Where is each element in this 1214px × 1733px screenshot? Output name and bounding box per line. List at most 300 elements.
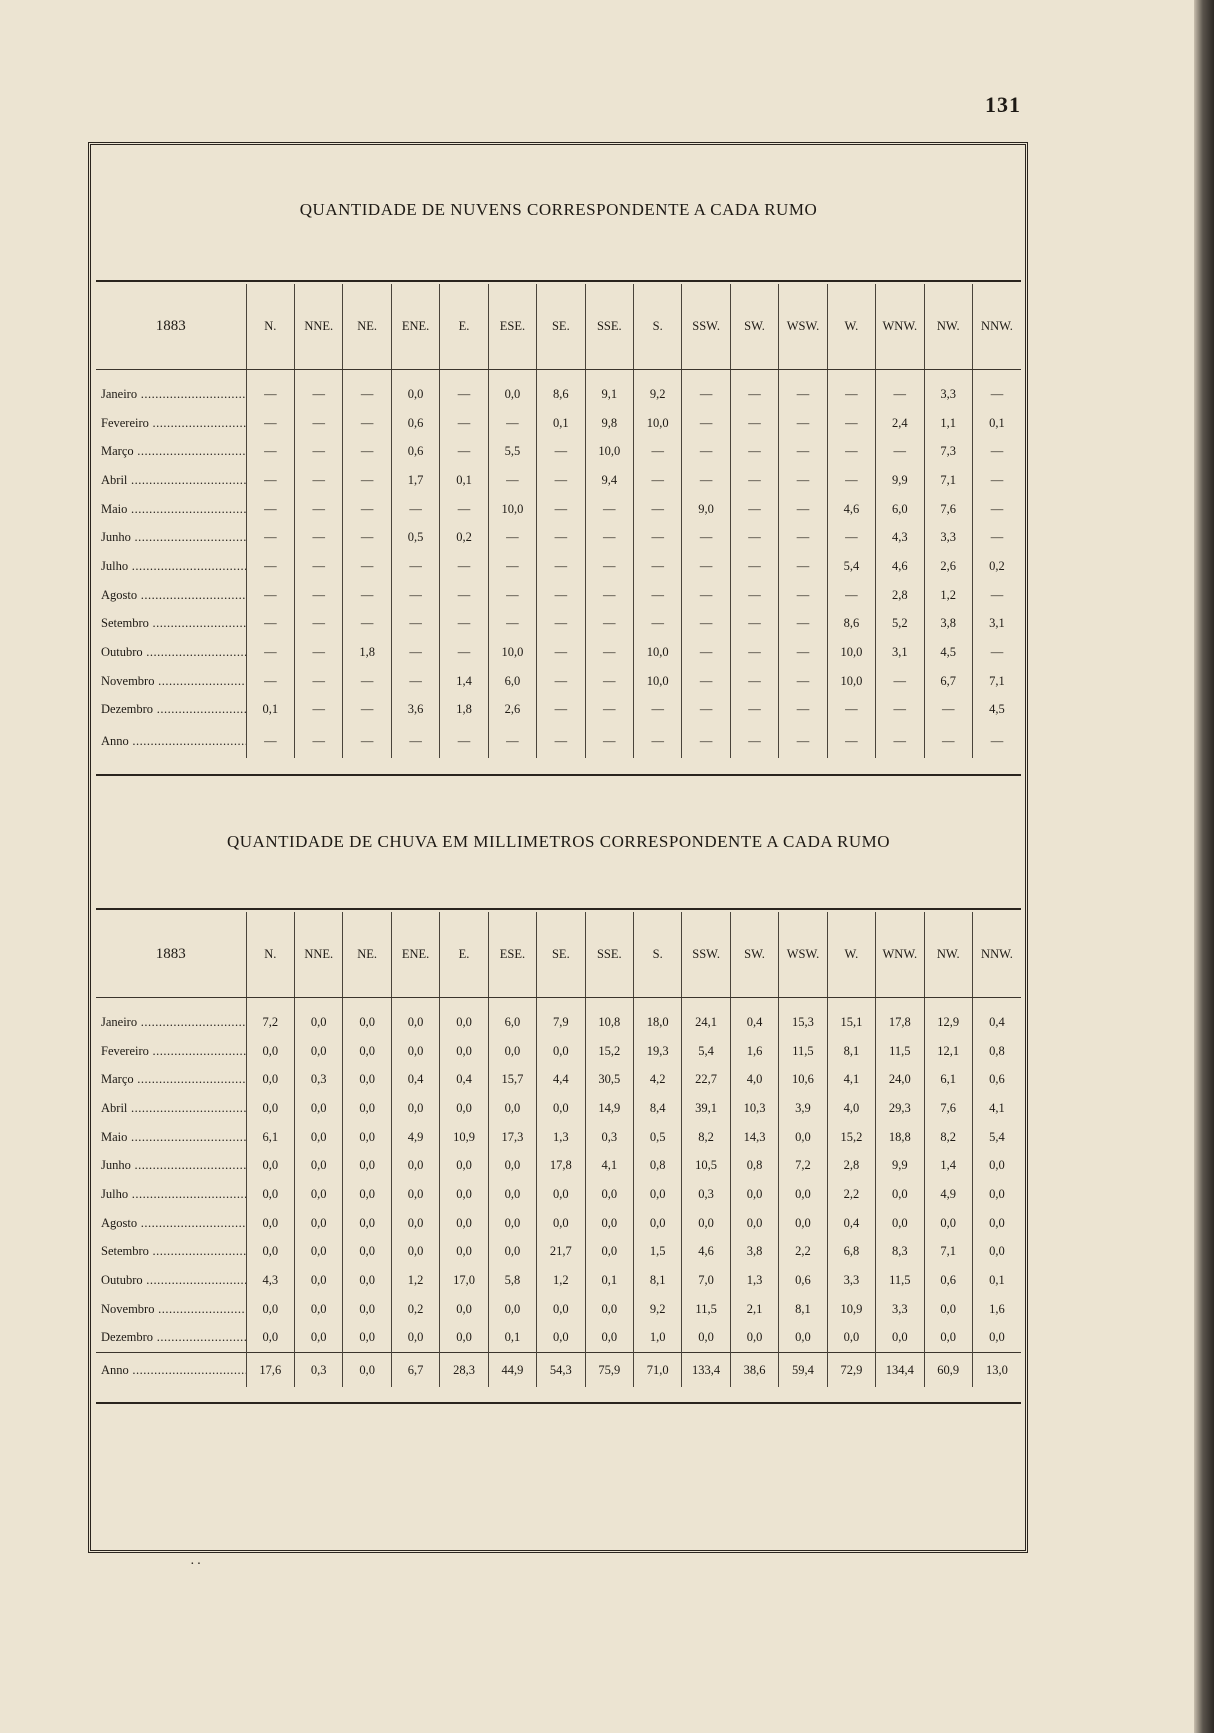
table-cell: — xyxy=(343,466,391,495)
table-cell: 59,4 xyxy=(779,1353,827,1388)
stray-marks: ·· xyxy=(190,1557,204,1572)
column-header: NE. xyxy=(343,912,391,998)
table-cell: — xyxy=(972,724,1021,758)
table-cell: — xyxy=(779,696,827,725)
table-cell: — xyxy=(246,667,294,696)
table-cell: — xyxy=(537,667,585,696)
table-cell: 0,1 xyxy=(972,1266,1021,1295)
table-cell: 15,7 xyxy=(488,1065,536,1094)
column-header: SSE. xyxy=(585,912,633,998)
table-cell: 15,3 xyxy=(779,1008,827,1037)
table-cell: — xyxy=(633,581,681,610)
table-cell: 0,0 xyxy=(391,1180,439,1209)
table-cell: 0,6 xyxy=(972,1065,1021,1094)
table-cell: 0,3 xyxy=(682,1180,730,1209)
table-cell: 4,1 xyxy=(972,1094,1021,1123)
table-cell: 4,1 xyxy=(585,1151,633,1180)
page-edge-shadow xyxy=(1194,0,1214,1733)
table-cell: 75,9 xyxy=(585,1353,633,1388)
table-cell: — xyxy=(488,466,536,495)
table-cell: 7,1 xyxy=(972,667,1021,696)
table-cell: 71,0 xyxy=(633,1353,681,1388)
table-cell: — xyxy=(440,380,488,409)
table-cell: — xyxy=(295,724,343,758)
month-label: Janeiro ..... xyxy=(96,380,246,409)
table-cell: 9,2 xyxy=(633,380,681,409)
table-cell: — xyxy=(633,610,681,639)
table-cell: 10,9 xyxy=(440,1123,488,1152)
column-header: E. xyxy=(440,284,488,370)
month-label: Janeiro ..... xyxy=(96,1008,246,1037)
table-cell: 17,0 xyxy=(440,1266,488,1295)
page-number: 131 xyxy=(985,92,1021,117)
column-header: S. xyxy=(633,284,681,370)
table-cell: 0,0 xyxy=(391,380,439,409)
table-cell: 0,0 xyxy=(391,1324,439,1353)
table-cell: 2,8 xyxy=(876,581,924,610)
table-cell: — xyxy=(730,409,778,438)
table-cell: 0,0 xyxy=(585,1324,633,1353)
table-cell: 28,3 xyxy=(440,1353,488,1388)
table-cell: 4,0 xyxy=(730,1065,778,1094)
table-cell: — xyxy=(876,437,924,466)
table-cell: — xyxy=(682,409,730,438)
table-cell: — xyxy=(295,638,343,667)
table-cell: 1,6 xyxy=(972,1295,1021,1324)
table-cell: 7,9 xyxy=(537,1008,585,1037)
table-cell: — xyxy=(440,724,488,758)
table-cell: 0,0 xyxy=(343,1353,391,1388)
month-label: Outubro ..... xyxy=(96,1266,246,1295)
table-cell: 2,6 xyxy=(924,552,972,581)
table-cell: 4,2 xyxy=(633,1065,681,1094)
rain-year-header: 1883 xyxy=(96,912,246,998)
table-cell: — xyxy=(343,380,391,409)
table-cell: 9,0 xyxy=(682,495,730,524)
table-cell: — xyxy=(246,552,294,581)
table-cell: 1,2 xyxy=(537,1266,585,1295)
table-row xyxy=(96,581,1021,610)
month-label: Abril ..... xyxy=(96,1094,246,1123)
table-cell: 0,0 xyxy=(779,1209,827,1238)
table-cell: 0,3 xyxy=(295,1065,343,1094)
table-cell: — xyxy=(295,409,343,438)
table-cell: 0,8 xyxy=(730,1151,778,1180)
table-cell: — xyxy=(585,552,633,581)
table-cell: — xyxy=(972,495,1021,524)
table-cell: 0,0 xyxy=(343,1037,391,1066)
table-cell: 0,0 xyxy=(343,1065,391,1094)
table-row xyxy=(96,437,1021,466)
table-cell: 0,0 xyxy=(391,1209,439,1238)
table-cell: 0,0 xyxy=(488,380,536,409)
table-cell: 0,4 xyxy=(972,1008,1021,1037)
table-cell: 0,4 xyxy=(730,1008,778,1037)
table-cell: — xyxy=(585,523,633,552)
table-cell: 0,0 xyxy=(537,1037,585,1066)
table-cell: — xyxy=(585,696,633,725)
table-cell: 3,8 xyxy=(730,1238,778,1267)
table-cell: — xyxy=(827,581,875,610)
column-header: ENE. xyxy=(391,284,439,370)
table-cell: 9,9 xyxy=(876,1151,924,1180)
table-cell: 5,4 xyxy=(972,1123,1021,1152)
table-cell: 60,9 xyxy=(924,1353,972,1388)
month-label: Março ..... xyxy=(96,437,246,466)
table-cell: — xyxy=(585,495,633,524)
table-cell: 24,0 xyxy=(876,1065,924,1094)
table-cell: — xyxy=(682,724,730,758)
table-cell: — xyxy=(779,667,827,696)
month-label: Junho ..... xyxy=(96,1151,246,1180)
column-header: SSE. xyxy=(585,284,633,370)
table-cell: 11,5 xyxy=(682,1295,730,1324)
table-cell: 0,0 xyxy=(682,1324,730,1353)
table-cell: 6,0 xyxy=(876,495,924,524)
month-label: Julho ..... xyxy=(96,552,246,581)
table-cell: — xyxy=(730,466,778,495)
table-cell: — xyxy=(730,581,778,610)
table-cell: 0,0 xyxy=(295,1123,343,1152)
month-label: Anno ..... xyxy=(96,724,246,758)
rain-header-row xyxy=(96,912,1021,998)
table-cell: — xyxy=(779,638,827,667)
table-cell: 8,1 xyxy=(827,1037,875,1066)
table-cell: 1,4 xyxy=(924,1151,972,1180)
table-cell: 0,0 xyxy=(246,1238,294,1267)
table-cell: — xyxy=(585,724,633,758)
table-cell: 4,6 xyxy=(876,552,924,581)
table-cell: 0,0 xyxy=(295,1324,343,1353)
table-cell: — xyxy=(440,437,488,466)
month-label: Dezembro ..... xyxy=(96,1324,246,1353)
table-cell: 0,0 xyxy=(730,1180,778,1209)
table-cell: 0,0 xyxy=(295,1008,343,1037)
column-header: NNW. xyxy=(972,912,1021,998)
table-cell: — xyxy=(537,610,585,639)
table-cell: 0,0 xyxy=(876,1324,924,1353)
table-cell: — xyxy=(246,610,294,639)
table-cell: — xyxy=(779,437,827,466)
table-cell: 0,0 xyxy=(585,1295,633,1324)
table-row xyxy=(96,667,1021,696)
table-cell: — xyxy=(343,495,391,524)
table-cell: 0,0 xyxy=(391,1151,439,1180)
table-cell: — xyxy=(343,581,391,610)
table-cell: 0,0 xyxy=(295,1151,343,1180)
table-cell: 1,2 xyxy=(391,1266,439,1295)
table-cell: 3,8 xyxy=(924,610,972,639)
table-cell: 72,9 xyxy=(827,1353,875,1388)
table-cell: 0,0 xyxy=(488,1209,536,1238)
table-cell: — xyxy=(682,638,730,667)
table-cell: 0,0 xyxy=(440,1094,488,1123)
table-cell: — xyxy=(876,724,924,758)
table-cell: 0,0 xyxy=(295,1295,343,1324)
column-header: NW. xyxy=(924,912,972,998)
table-cell: 19,3 xyxy=(633,1037,681,1066)
table-cell: 0,6 xyxy=(924,1266,972,1295)
table-row xyxy=(96,1037,1021,1066)
table-cell: 0,0 xyxy=(440,1180,488,1209)
table-cell: 0,0 xyxy=(295,1266,343,1295)
table-cell: — xyxy=(779,409,827,438)
annual-row xyxy=(96,1353,1021,1388)
table-cell: 7,2 xyxy=(246,1008,294,1037)
table-cell: 4,1 xyxy=(827,1065,875,1094)
table-row xyxy=(96,638,1021,667)
table-cell: — xyxy=(246,437,294,466)
table-cell: 0,1 xyxy=(537,409,585,438)
table-cell: 0,0 xyxy=(440,1209,488,1238)
table-cell: 0,0 xyxy=(440,1238,488,1267)
table-cell: 0,0 xyxy=(779,1123,827,1152)
table-cell: 0,0 xyxy=(246,1037,294,1066)
table-cell: 0,2 xyxy=(440,523,488,552)
table-cell: 0,0 xyxy=(295,1094,343,1123)
table-cell: 0,0 xyxy=(876,1180,924,1209)
table-cell: 8,1 xyxy=(779,1295,827,1324)
table-cell: 3,3 xyxy=(827,1266,875,1295)
table-cell: 10,0 xyxy=(585,437,633,466)
table-row xyxy=(96,495,1021,524)
table-cell: 6,7 xyxy=(924,667,972,696)
table-cell: 0,0 xyxy=(633,1180,681,1209)
table-cell: 17,8 xyxy=(537,1151,585,1180)
table-cell: — xyxy=(779,523,827,552)
table-row xyxy=(96,1180,1021,1209)
table-cell: 10,5 xyxy=(682,1151,730,1180)
table-cell: — xyxy=(391,552,439,581)
table-cell: 0,0 xyxy=(343,1209,391,1238)
table-cell: — xyxy=(295,437,343,466)
table-cell: 0,0 xyxy=(295,1238,343,1267)
table-cell: — xyxy=(343,696,391,725)
table-cell: — xyxy=(827,437,875,466)
table-cell: — xyxy=(343,610,391,639)
table-row xyxy=(96,1094,1021,1123)
table-cell: — xyxy=(972,523,1021,552)
table-cell: 7,6 xyxy=(924,495,972,524)
table-row xyxy=(96,1238,1021,1267)
table-cell: — xyxy=(246,409,294,438)
table-cell: 17,6 xyxy=(246,1353,294,1388)
table-cell: 14,9 xyxy=(585,1094,633,1123)
table-cell: 5,4 xyxy=(682,1037,730,1066)
table-cell: 0,0 xyxy=(730,1324,778,1353)
table-cell: 1,0 xyxy=(633,1324,681,1353)
table-cell: 0,4 xyxy=(827,1209,875,1238)
table-cell: 6,1 xyxy=(246,1123,294,1152)
table-cell: — xyxy=(924,696,972,725)
month-label: Fevereiro ..... xyxy=(96,409,246,438)
table-cell: — xyxy=(682,552,730,581)
rain-body xyxy=(96,998,1021,1388)
table-cell: 0,2 xyxy=(391,1295,439,1324)
table-cell: 2,2 xyxy=(827,1180,875,1209)
table-cell: — xyxy=(343,523,391,552)
table-cell: — xyxy=(827,409,875,438)
table-cell: 0,0 xyxy=(827,1324,875,1353)
table-cell: 0,0 xyxy=(343,1123,391,1152)
table-cell: 0,0 xyxy=(246,1094,294,1123)
month-label: Anno ..... xyxy=(96,1353,246,1388)
table-cell: 0,0 xyxy=(537,1295,585,1324)
table-cell: 2,2 xyxy=(779,1238,827,1267)
table-cell: 0,6 xyxy=(391,437,439,466)
table-cell: — xyxy=(295,610,343,639)
column-header: SE. xyxy=(537,284,585,370)
table-cell: 0,0 xyxy=(440,1324,488,1353)
table-cell: 1,6 xyxy=(730,1037,778,1066)
table-cell: 38,6 xyxy=(730,1353,778,1388)
table-cell: 8,2 xyxy=(924,1123,972,1152)
table-row xyxy=(96,1209,1021,1238)
table-row xyxy=(96,1008,1021,1037)
table-cell: 0,3 xyxy=(295,1353,343,1388)
table-cell: — xyxy=(537,437,585,466)
table-cell: 0,0 xyxy=(295,1037,343,1066)
table-cell: — xyxy=(682,466,730,495)
table-cell: 0,0 xyxy=(246,1151,294,1180)
table-cell: 0,6 xyxy=(391,409,439,438)
table-cell: 10,0 xyxy=(488,495,536,524)
table-cell: 0,0 xyxy=(391,1008,439,1037)
table-cell: — xyxy=(779,380,827,409)
table-row xyxy=(96,552,1021,581)
table-cell: — xyxy=(682,380,730,409)
table-cell: 0,0 xyxy=(343,1008,391,1037)
column-header: ESE. xyxy=(488,284,536,370)
table-cell: 2,6 xyxy=(488,696,536,725)
table-cell: 2,4 xyxy=(876,409,924,438)
table-cell: 10,0 xyxy=(633,667,681,696)
table-cell: 0,0 xyxy=(343,1238,391,1267)
clouds-body xyxy=(96,370,1021,759)
table-cell: 4,3 xyxy=(876,523,924,552)
table-cell: — xyxy=(779,610,827,639)
table-cell: 0,0 xyxy=(246,1295,294,1324)
table-cell: 0,0 xyxy=(391,1094,439,1123)
table-cell: — xyxy=(682,437,730,466)
rain-header-rule xyxy=(96,908,1021,910)
rain-section-title: QUANTIDADE DE CHUVA EM MILLIMETROS CORRESPONDENTE A CADA RUMO xyxy=(227,832,890,851)
table-cell: 7,1 xyxy=(924,466,972,495)
table-row xyxy=(96,1123,1021,1152)
month-label: Fevereiro ..... xyxy=(96,1037,246,1066)
table-cell: 18,0 xyxy=(633,1008,681,1037)
table-cell: — xyxy=(779,552,827,581)
table-cell: 4,9 xyxy=(391,1123,439,1152)
table-cell: 3,9 xyxy=(779,1094,827,1123)
table-cell: 0,0 xyxy=(343,1324,391,1353)
table-cell: 6,7 xyxy=(391,1353,439,1388)
table-cell: 8,1 xyxy=(633,1266,681,1295)
table-cell: — xyxy=(827,523,875,552)
table-cell: 4,0 xyxy=(827,1094,875,1123)
clouds-table xyxy=(96,284,1021,758)
table-cell: — xyxy=(295,696,343,725)
table-cell: 4,4 xyxy=(537,1065,585,1094)
table-cell: — xyxy=(440,495,488,524)
table-cell: — xyxy=(391,581,439,610)
table-cell: — xyxy=(876,380,924,409)
table-cell: 0,0 xyxy=(440,1037,488,1066)
column-header: N. xyxy=(246,912,294,998)
table-row xyxy=(96,1295,1021,1324)
table-cell: 13,0 xyxy=(972,1353,1021,1388)
table-cell: — xyxy=(633,523,681,552)
table-cell: — xyxy=(537,523,585,552)
table-cell: 0,0 xyxy=(537,1209,585,1238)
column-header: SW. xyxy=(730,284,778,370)
table-cell: — xyxy=(391,610,439,639)
table-cell: — xyxy=(827,724,875,758)
column-header: E. xyxy=(440,912,488,998)
table-cell: 0,0 xyxy=(924,1209,972,1238)
table-cell: 0,4 xyxy=(440,1065,488,1094)
table-cell: — xyxy=(682,581,730,610)
table-cell: 0,0 xyxy=(537,1094,585,1123)
table-cell: — xyxy=(391,638,439,667)
table-cell: 0,0 xyxy=(779,1324,827,1353)
table-cell: — xyxy=(924,724,972,758)
table-cell: 0,0 xyxy=(488,1037,536,1066)
table-cell: 10,6 xyxy=(779,1065,827,1094)
table-cell: — xyxy=(779,724,827,758)
column-header: ENE. xyxy=(391,912,439,998)
table-cell: 0,0 xyxy=(343,1295,391,1324)
table-cell: 4,9 xyxy=(924,1180,972,1209)
column-header: SW. xyxy=(730,912,778,998)
annual-row xyxy=(96,724,1021,758)
table-cell: — xyxy=(343,667,391,696)
table-cell: — xyxy=(730,523,778,552)
table-cell: 3,3 xyxy=(876,1295,924,1324)
table-row xyxy=(96,523,1021,552)
table-cell: 0,8 xyxy=(972,1037,1021,1066)
rain-table xyxy=(96,912,1021,1387)
table-cell: 3,1 xyxy=(972,610,1021,639)
table-cell: — xyxy=(972,466,1021,495)
spacer-row xyxy=(96,370,1021,381)
table-cell: — xyxy=(585,667,633,696)
table-cell: — xyxy=(246,638,294,667)
table-cell: — xyxy=(682,667,730,696)
table-cell: — xyxy=(876,696,924,725)
table-cell: 0,0 xyxy=(440,1008,488,1037)
table-cell: 8,6 xyxy=(537,380,585,409)
table-cell: — xyxy=(246,581,294,610)
table-cell: 12,1 xyxy=(924,1037,972,1066)
table-cell: — xyxy=(440,610,488,639)
table-cell: — xyxy=(537,495,585,524)
table-cell: 10,0 xyxy=(633,409,681,438)
table-cell: 7,3 xyxy=(924,437,972,466)
table-cell: 0,0 xyxy=(488,1094,536,1123)
table-cell: 9,4 xyxy=(585,466,633,495)
table-cell: 10,0 xyxy=(827,667,875,696)
table-cell: 1,5 xyxy=(633,1238,681,1267)
table-cell: 0,0 xyxy=(972,1238,1021,1267)
column-header: NNE. xyxy=(295,284,343,370)
table-cell: — xyxy=(537,581,585,610)
table-cell: 10,0 xyxy=(488,638,536,667)
column-header: NW. xyxy=(924,284,972,370)
table-cell: — xyxy=(876,667,924,696)
table-cell: — xyxy=(295,523,343,552)
table-cell: — xyxy=(633,552,681,581)
